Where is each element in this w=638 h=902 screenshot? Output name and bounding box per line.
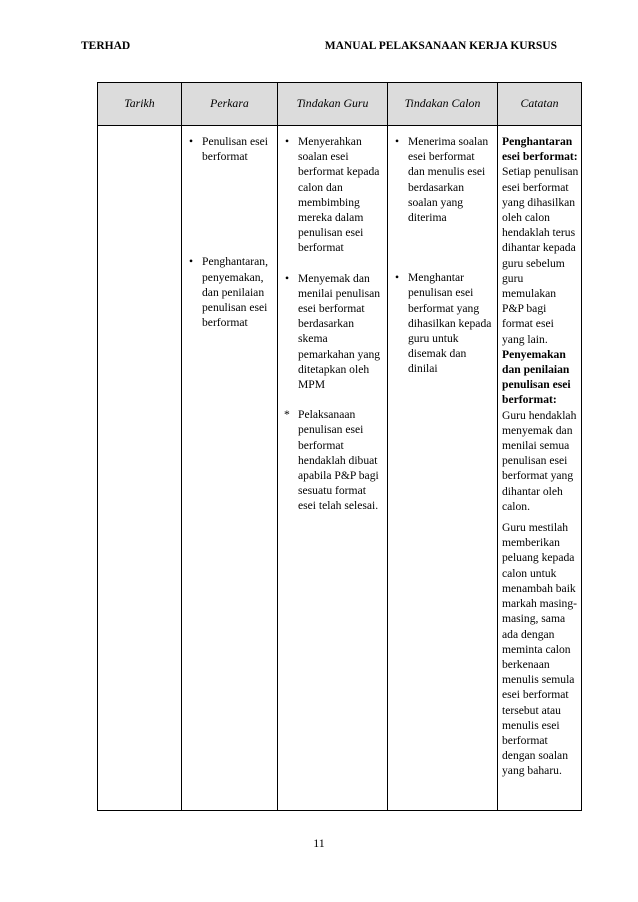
header-right: MANUAL PELAKSANAAN KERJA KURSUS <box>324 40 557 52</box>
guru-item-text: Menyemak dan menilai penulisan esei berformat berdasarkan skema pemarkahan yang ditetapkan oleh MPM <box>298 271 381 392</box>
bullet-icon: • <box>285 271 290 285</box>
list-item <box>284 134 383 256</box>
guru-item-text: Menyerahkan soalan esei berformat kepada calon dan membimbing mereka dalam penulisan esei berformat <box>298 135 380 255</box>
bullet-icon: • <box>189 135 194 148</box>
calon-item-text: Menghantar penulisan esei berformat yang dihasilkan kepada guru untuk disemak dan dinilai <box>408 271 492 376</box>
column-header-catatan: Catatan <box>498 83 582 126</box>
list-item <box>188 134 273 164</box>
catatan-text: Guru hendaklah menyemak dan menilai semua penulisan esei berformat yang dihantar oleh calon. <box>502 408 577 513</box>
guru-note <box>284 407 383 513</box>
list-item <box>188 254 273 330</box>
list-item <box>394 270 493 376</box>
asterisk-marker: * <box>284 408 290 422</box>
cell-tarikh <box>98 126 182 811</box>
bullet-icon: • <box>189 255 194 269</box>
catatan-text: Setiap penulisan esei berformat yang dihasilkan oleh calon hendaklah terus dihantar kepada guru sebelum guru memulakan P&P bagi format esei yang lain. <box>502 165 579 346</box>
column-header-tindakan-calon: Tindakan Calon <box>388 83 498 126</box>
cell-catatan <box>498 126 582 811</box>
cell-perkara <box>182 126 278 811</box>
activity-table <box>97 82 582 811</box>
header-left: TERHAD <box>81 40 131 52</box>
guru-note-text: Pelaksanaan penulisan esei berformat hendaklah dibuat apabila P&P bagi sesuatu format esei telah selesai. <box>298 408 379 513</box>
perkara-item-text: Penulisan esei berformat <box>202 135 269 164</box>
perkara-item-text: Penghantaran, penyemakan, dan penilaian penulisan esei berformat <box>202 255 268 330</box>
catatan-paragraph: Guru mestilah memberikan peluang kepada calon untuk menambah baik markah masing-masing, sama ada dengan meminta calon berkenaan menulis semula esei berformat tersebut atau menulis esei berformat dengan soalan yang baharu. <box>502 521 578 778</box>
cell-tindakan-calon <box>388 126 498 811</box>
catatan-heading: Penghantaran esei berformat: <box>502 135 578 164</box>
calon-item-text: Menerima soalan esei berformat dan menulis esei berdasarkan soalan yang diterima <box>408 135 489 225</box>
list-item <box>284 271 383 393</box>
bullet-icon: • <box>395 271 400 285</box>
page-number: 11 <box>313 836 325 850</box>
column-header-perkara: Perkara <box>182 83 278 126</box>
bullet-icon: • <box>285 135 290 148</box>
bullet-icon: • <box>395 135 400 148</box>
column-header-tindakan-guru: Tindakan Guru <box>278 83 388 126</box>
table-row <box>98 126 582 811</box>
catatan-heading: Penyemakan dan penilaian penulisan esei berformat: <box>502 347 571 407</box>
list-item <box>394 134 493 225</box>
column-header-tarikh: Tarikh <box>98 83 182 126</box>
table-header-row <box>98 83 582 126</box>
cell-tindakan-guru <box>278 126 388 811</box>
